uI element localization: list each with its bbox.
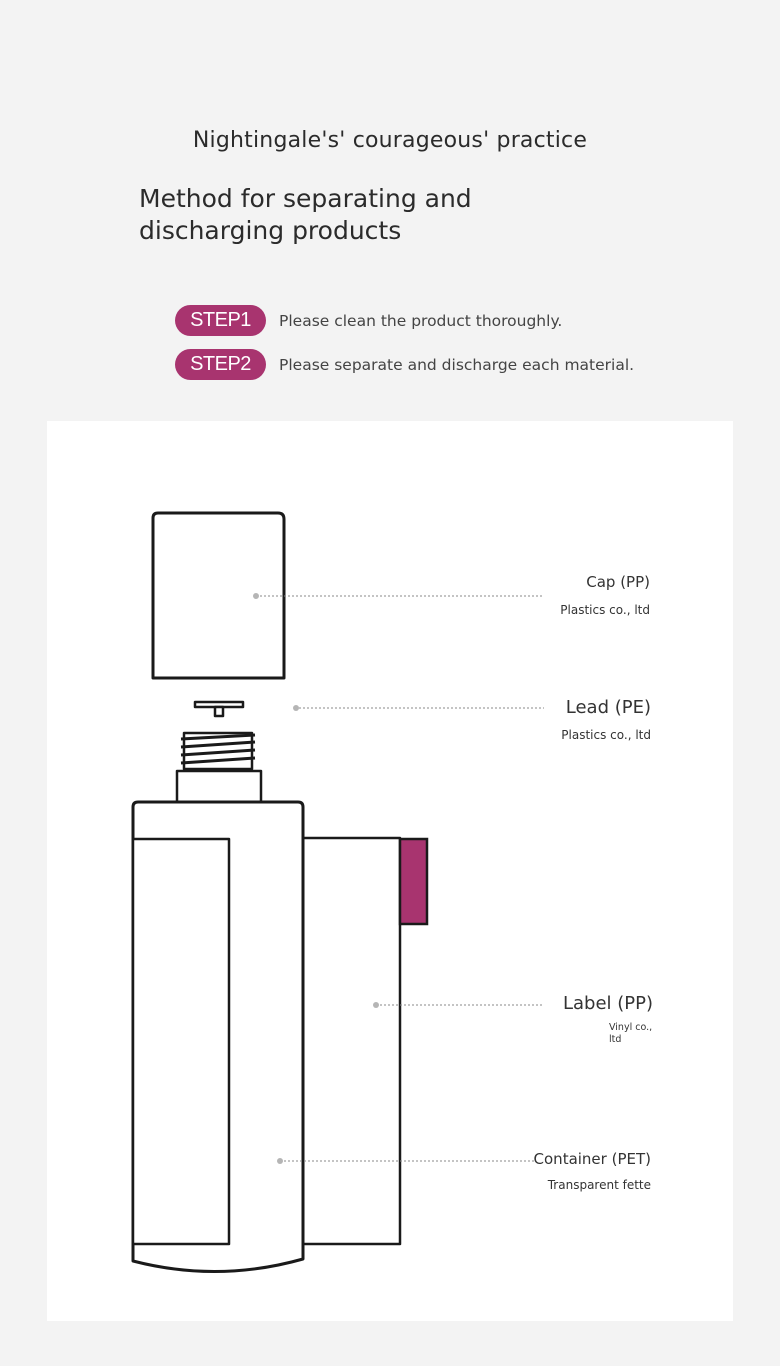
diagram-panel xyxy=(47,421,733,1321)
label-tab-shape xyxy=(400,839,427,924)
page-title: Method for separating and discharging products xyxy=(139,184,472,245)
step-row-2 xyxy=(175,349,634,380)
callout-lead xyxy=(561,697,651,742)
callout-container-name: Container (PET) xyxy=(533,1150,651,1168)
callout-cap-name: Cap (PP) xyxy=(586,573,650,591)
step-text-2: Please separate and discharge each material. xyxy=(279,355,635,374)
cap-pointer-dot xyxy=(253,593,259,599)
callout-label-sub: Vinyl co., ltd xyxy=(609,1022,653,1045)
lead-pointer-dot xyxy=(293,705,299,711)
callout-container-sub: Transparent fette xyxy=(547,1178,651,1192)
label-pointer-dot xyxy=(373,1002,379,1008)
callout-cap xyxy=(560,573,650,617)
callout-label xyxy=(563,993,653,1046)
step-text-1: Please clean the product thoroughly. xyxy=(279,311,563,330)
neck-shape xyxy=(177,771,261,802)
callout-label-name: Label (PP) xyxy=(562,993,653,1014)
step-badge-1: STEP1 xyxy=(175,305,266,336)
neck-threads-shape xyxy=(181,733,255,769)
callout-lead-name: Lead (PE) xyxy=(565,697,651,718)
page-subtitle: Nightingale's' courageous' practice xyxy=(192,128,588,153)
callout-lead-sub: Plastics co., ltd xyxy=(561,728,651,742)
label-shape xyxy=(303,838,400,1244)
step-row-1 xyxy=(175,305,562,336)
step-badge-2: STEP2 xyxy=(175,349,266,380)
container-window-shape xyxy=(133,839,229,1244)
header-section xyxy=(0,0,780,420)
callout-container xyxy=(534,1150,651,1192)
callout-cap-sub: Plastics co., ltd xyxy=(560,603,650,617)
container-pointer-dot xyxy=(277,1158,283,1164)
